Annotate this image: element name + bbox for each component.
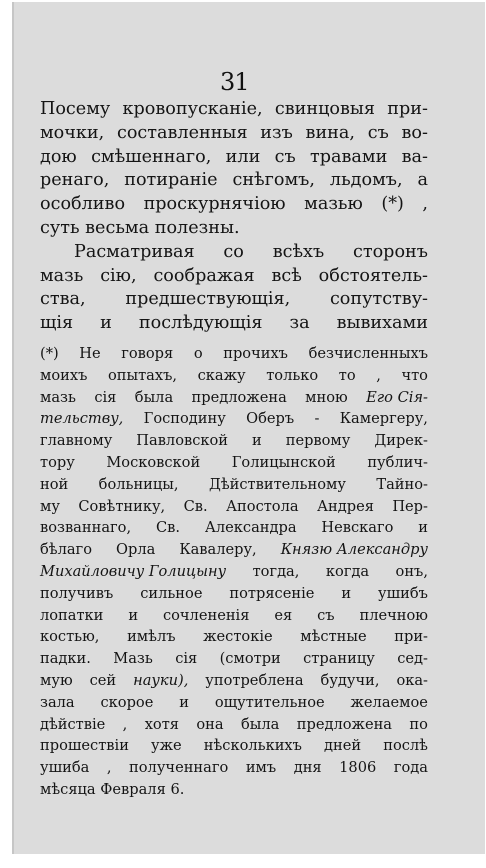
- footnote-word: тельству,: [40, 410, 124, 428]
- word: Посему: [40, 99, 111, 119]
- footnote-word: му: [40, 497, 60, 515]
- footnote-word: Мазь: [113, 650, 153, 668]
- footnote-word: первому: [285, 432, 351, 450]
- footnote-word: Дѣйствительному: [208, 475, 346, 493]
- footnote-line: [40, 474, 428, 496]
- footnote-line: [40, 605, 428, 627]
- footnote-word: Совѣтнику,: [78, 497, 166, 515]
- footnote-line: [40, 670, 428, 692]
- footnote-word: дня: [293, 759, 322, 777]
- word: сію,: [100, 265, 137, 286]
- footnote-word: предложена: [191, 388, 287, 406]
- footnote-word: Невскаго: [321, 519, 394, 537]
- footnote-word: 6.: [170, 780, 185, 798]
- footnote-word: мѣсяца: [40, 780, 96, 798]
- word: сторонъ: [353, 241, 428, 262]
- footnote-word: будучи,: [320, 671, 380, 689]
- footnote-word: что: [401, 366, 428, 384]
- word: составленныя: [116, 122, 248, 143]
- word: травами: [310, 146, 388, 167]
- word: весьма: [85, 217, 150, 238]
- footnote-word: (смотри: [219, 650, 281, 668]
- footnote-word: хотя: [144, 715, 179, 733]
- word: изъ: [260, 122, 293, 143]
- footnote-word: Апостола: [226, 497, 299, 515]
- footnote-line: [40, 539, 428, 561]
- footnote-word: Голицынской: [231, 453, 336, 471]
- footnote-word: получивъ: [40, 584, 114, 602]
- footnote-word: прочихъ: [223, 345, 288, 362]
- footnote-word: была: [241, 715, 280, 733]
- footnote-word: она: [196, 715, 224, 733]
- footnote-word: Дирек-: [374, 432, 428, 450]
- footnote-word: мѣстные: [300, 628, 367, 646]
- footnote-line: [40, 452, 428, 474]
- footnote-word: съ: [317, 606, 335, 624]
- word: мазь: [40, 265, 84, 286]
- footnote-word: употреблена: [205, 671, 304, 689]
- footnote-word: скажу: [197, 366, 246, 384]
- footnote-word: плечною: [359, 606, 428, 624]
- footnote-word: скорое: [100, 693, 154, 711]
- word: ства,: [40, 289, 86, 310]
- word: ,: [422, 194, 428, 215]
- footnote-word: ея: [274, 606, 293, 624]
- footnote-word: науки),: [133, 671, 189, 689]
- text-line: [40, 193, 428, 217]
- footnote-word: (*): [40, 345, 59, 362]
- text-line: [40, 265, 428, 289]
- footnote-word: потрясеніе: [229, 584, 315, 602]
- word: а: [417, 170, 428, 191]
- footnote-line: [40, 626, 428, 648]
- word: соображая: [153, 265, 255, 286]
- word: за: [289, 313, 310, 334]
- footnote-word: то: [338, 366, 356, 384]
- footnote-word: ощутительное: [214, 693, 325, 711]
- word: полезны.: [154, 217, 240, 238]
- word: всѣхъ: [272, 241, 325, 262]
- footnote-word: падки.: [40, 650, 91, 668]
- footnote-line: [40, 735, 428, 757]
- footnote-line: [40, 365, 428, 387]
- footnote-word: больницы,: [98, 475, 179, 493]
- word: снѣгомъ,: [232, 170, 315, 191]
- footnote-word: предложена: [296, 715, 393, 733]
- footnote-word: костью,: [40, 628, 100, 646]
- text-line: [40, 98, 428, 122]
- footnote-word: и: [418, 519, 428, 537]
- word: потираніе: [124, 170, 218, 191]
- footnote-word: страницу: [303, 650, 375, 668]
- footnote-word: ушиба: [40, 759, 90, 777]
- footnote-word: ,: [122, 715, 128, 733]
- word: сопутству-: [329, 289, 428, 310]
- word: щія: [40, 313, 74, 334]
- footnote-word: нѣсколькихъ: [203, 737, 302, 755]
- text-line: [40, 288, 428, 312]
- main-text-block: [40, 98, 428, 336]
- footnote-word: послѣ: [383, 737, 428, 755]
- footnote-word: ушибъ: [378, 584, 428, 602]
- word: кровопусканіе,: [122, 99, 263, 119]
- footnote-line: [40, 387, 428, 409]
- footnote-word: ной: [40, 475, 69, 493]
- footnote-word: Князю Александру: [280, 541, 428, 559]
- footnote-word: публич-: [367, 453, 428, 471]
- footnote-word: по: [409, 715, 428, 733]
- footnote-word: Св.: [155, 519, 180, 537]
- word: обстоятель-: [318, 265, 428, 286]
- word: всѣ: [271, 265, 302, 286]
- footnote-word: и: [179, 693, 189, 711]
- footnote-word: тогда,: [252, 562, 300, 580]
- footnote-word: имѣлъ: [127, 628, 176, 646]
- word: предшествующія,: [125, 289, 291, 310]
- footnote-word: онъ,: [395, 562, 428, 580]
- footnote-word: бѣлаго: [40, 541, 92, 559]
- footnote-word: желаемое: [350, 693, 428, 711]
- footnote-word: безчисленныхъ: [308, 345, 428, 362]
- text-line: [40, 312, 428, 336]
- word: мочки,: [40, 122, 105, 143]
- footnote-word: была: [134, 388, 174, 406]
- footnote-word: Февраля: [100, 780, 166, 798]
- word: (*): [381, 194, 404, 215]
- footnote-word: жестокіе: [203, 628, 273, 646]
- footnote-word: моихъ: [40, 366, 88, 384]
- word: льдомъ,: [329, 170, 403, 191]
- page-number: 31: [220, 68, 249, 96]
- footnote-word: сія: [175, 650, 198, 668]
- footnote-word: Кавалеру,: [179, 541, 257, 559]
- footnote-word: -: [314, 410, 320, 428]
- footnote-word: при-: [394, 628, 428, 646]
- footnote-word: мазь: [40, 388, 76, 406]
- footnote-word: только: [266, 366, 319, 384]
- footnote-word: сильное: [140, 584, 203, 602]
- footnote-word: Павловской: [136, 432, 229, 450]
- text-line: [40, 169, 428, 193]
- footnote-word: Камергеру,: [339, 410, 428, 428]
- footnote-word: дней: [324, 737, 362, 755]
- word: проскурнячiою: [143, 194, 286, 215]
- word: суть: [40, 217, 80, 238]
- footnote-word: уже: [151, 737, 182, 755]
- word: ва-: [401, 146, 428, 167]
- word: ренаго,: [40, 170, 110, 191]
- word: съ: [274, 146, 296, 167]
- footnote-word: главному: [40, 432, 113, 450]
- footnote-line: [40, 779, 428, 801]
- footnote-word: сей: [89, 671, 117, 689]
- footnote-line: [40, 408, 428, 430]
- footnote-word: Не: [79, 345, 101, 362]
- footnote-word: мною: [305, 388, 348, 406]
- footnote-word: и: [128, 606, 139, 624]
- footnote-word: Михайловичу Голицыну: [40, 562, 227, 580]
- word: вывихами: [336, 313, 428, 334]
- word: при-: [387, 99, 428, 119]
- footnote-word: мую: [40, 671, 73, 689]
- footnote-line: [40, 757, 428, 779]
- footnote-word: Московской: [106, 453, 201, 471]
- footnote-word: о: [193, 345, 203, 362]
- word: Расматривая: [74, 241, 195, 262]
- footnote-line: [40, 583, 428, 605]
- footnote-word: Его Сія-: [366, 388, 428, 406]
- footnote-word: имъ: [245, 759, 277, 777]
- footnote-line: [40, 714, 428, 736]
- footnote-word: говоря: [121, 345, 174, 362]
- footnote-word: тору: [40, 453, 75, 471]
- word: послѣдующія: [138, 313, 263, 334]
- footnote-word: дѣйствіе: [40, 715, 106, 733]
- footnote-line: [40, 561, 428, 583]
- text-line: [40, 146, 428, 170]
- text-line: [40, 217, 428, 241]
- word: и: [100, 313, 112, 334]
- footnote-line: [40, 692, 428, 714]
- footnote-word: полученнаго: [129, 759, 229, 777]
- footnote-word: сед-: [397, 650, 428, 668]
- footnote-word: и: [341, 584, 352, 602]
- footnote-block: [40, 343, 428, 801]
- footnote-line: [40, 517, 428, 539]
- text-line: [40, 241, 428, 265]
- word: или: [225, 146, 261, 167]
- footnote-word: опытахъ,: [107, 366, 178, 384]
- word: во-: [401, 122, 428, 143]
- footnote-line: [40, 496, 428, 518]
- word: съ: [367, 122, 389, 143]
- footnote-word: Андрея: [316, 497, 374, 515]
- footnote-word: Тайно-: [376, 475, 428, 493]
- footnote-word: года: [393, 759, 428, 777]
- footnote-line: [40, 343, 428, 365]
- footnote-line: [40, 648, 428, 670]
- footnote-word: Александра: [204, 519, 297, 537]
- footnote-word: когда: [325, 562, 370, 580]
- footnote-word: возваннаго,: [40, 519, 132, 537]
- word: особливо: [40, 194, 126, 215]
- footnote-word: Пер-: [392, 497, 428, 515]
- footnote-word: ,: [376, 366, 381, 384]
- footnote-line: [40, 430, 428, 452]
- word: со: [223, 241, 244, 262]
- footnote-word: 1806: [339, 759, 377, 777]
- footnote-word: ,: [106, 759, 112, 777]
- footnote-word: сочлененія: [162, 606, 250, 624]
- word: смѣшеннаго,: [91, 146, 212, 167]
- footnote-word: прошествіи: [40, 737, 129, 755]
- footnote-word: ока-: [396, 671, 428, 689]
- footnote-word: Орла: [116, 541, 156, 559]
- footnote-word: Оберъ: [246, 410, 295, 428]
- footnote-word: и: [252, 432, 262, 450]
- footnote-word: зала: [40, 693, 75, 711]
- word: мазью: [304, 194, 363, 215]
- footnote-word: Св.: [183, 497, 208, 515]
- footnote-word: Господину: [143, 410, 226, 428]
- text-line: [40, 122, 428, 146]
- word: свинцовыя: [274, 99, 376, 119]
- book-page: [12, 2, 485, 854]
- word: дою: [40, 146, 77, 167]
- word: вина,: [305, 122, 355, 143]
- footnote-word: сія: [94, 388, 117, 406]
- footnote-word: лопатки: [40, 606, 104, 624]
